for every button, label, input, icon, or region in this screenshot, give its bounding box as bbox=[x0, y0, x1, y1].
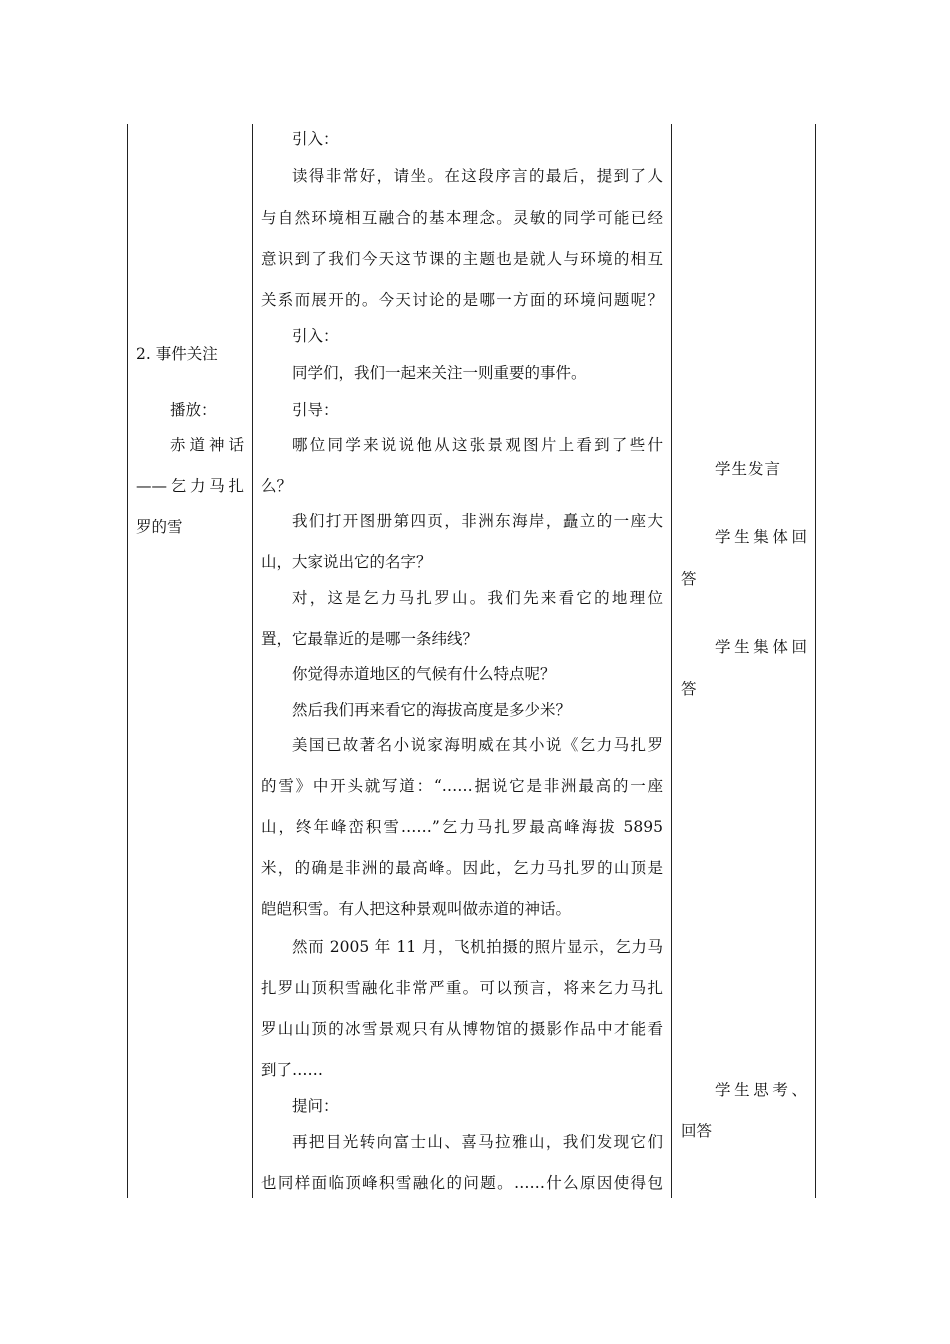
response-group-answer-2: 学生集体回 bbox=[715, 638, 807, 656]
lesson-text-line: 置，它最靠近的是哪一条纬线？ bbox=[261, 630, 479, 648]
lesson-text-line: 你觉得赤道地区的气候有什么特点呢？ bbox=[292, 665, 556, 683]
lesson-text-line: 然而 2005 年 11 月，飞机拍摄的照片显示，乞力马 bbox=[292, 938, 663, 956]
lesson-text-line: 与自然环境相互融合的基本理念。灵敏的同学可能已经 bbox=[261, 209, 663, 227]
lesson-text-line: 同学们，我们一起来关注一则重要的事件。 bbox=[292, 364, 587, 382]
response-group-answer-2-cont: 答 bbox=[681, 680, 697, 698]
response-student-speak: 学生发言 bbox=[715, 460, 782, 478]
response-group-answer-1-cont: 答 bbox=[681, 570, 697, 588]
film-title-line3: 罗的雪 bbox=[136, 518, 183, 536]
lesson-text-line: 再把目光转向富士山、喜马拉雅山，我们发现它们 bbox=[292, 1133, 663, 1151]
lesson-text-line: 意识到了我们今天这节课的主题也是就人与环境的相互 bbox=[261, 250, 663, 268]
lesson-text-line: 关系而展开的。今天讨论的是哪一方面的环境问题呢？ bbox=[261, 291, 663, 309]
response-think-answer: 学生思考、 bbox=[715, 1081, 807, 1099]
lesson-text-line: 读得非常好，请坐。在这段序言的最后，提到了人 bbox=[292, 167, 663, 185]
lesson-text-line: 么？ bbox=[261, 477, 293, 495]
lesson-text-line: 的雪》中开头就写道：“……据说它是非洲最高的一座 bbox=[261, 777, 663, 795]
item-title: 2. 事件关注 bbox=[136, 345, 218, 363]
lesson-text-line: 美国已故著名小说家海明威在其小说《乞力马扎罗 bbox=[292, 736, 663, 754]
lesson-text-line: 也同样面临顶峰积雪融化的问题。……什么原因使得包 bbox=[261, 1174, 663, 1192]
lesson-text-line: 我们打开图册第四页，非洲东海岸，矗立的一座大 bbox=[292, 512, 663, 530]
lesson-text-line: 引导： bbox=[292, 401, 339, 419]
table-border-col2 bbox=[671, 124, 672, 1198]
lesson-text-line: 米，的确是非洲的最高峰。因此，乞力马扎罗的山顶是 bbox=[261, 859, 663, 877]
play-label: 播放： bbox=[170, 401, 217, 419]
lesson-text-line: 山，终年峰峦积雪……”乞力马扎罗最高峰海拔 5895 bbox=[261, 818, 663, 836]
table-border-left bbox=[127, 124, 128, 1198]
table-border-right bbox=[815, 124, 816, 1198]
film-title-line2: ——乞力马扎 bbox=[136, 477, 244, 495]
response-think-answer-cont: 回答 bbox=[681, 1122, 713, 1140]
lesson-text-line: 对，这是乞力马扎罗山。我们先来看它的地理位 bbox=[292, 589, 663, 607]
lesson-text-line: 提问： bbox=[292, 1097, 339, 1115]
lesson-text-line: 到了…… bbox=[261, 1061, 324, 1079]
lesson-text-line: 皑皑积雪。有人把这种景观叫做赤道的神话。 bbox=[261, 900, 572, 918]
lesson-text-line: 罗山山顶的冰雪景观只有从博物馆的摄影作品中才能看 bbox=[261, 1020, 663, 1038]
response-group-answer-1: 学生集体回 bbox=[715, 528, 807, 546]
lesson-text-line: 引入： bbox=[292, 327, 339, 345]
table-border-col1 bbox=[252, 124, 253, 1198]
lesson-text-line: 然后我们再来看它的海拔高度是多少米？ bbox=[292, 701, 572, 719]
lesson-text-line: 扎罗山顶积雪融化非常严重。可以预言，将来乞力马扎 bbox=[261, 979, 663, 997]
lesson-text-line: 哪位同学来说说他从这张景观图片上看到了些什 bbox=[292, 436, 663, 454]
film-title-line1: 赤道神话 bbox=[170, 436, 244, 454]
lesson-text-line: 山，大家说出它的名字？ bbox=[261, 553, 432, 571]
lesson-text-line: 引入： bbox=[292, 130, 339, 148]
